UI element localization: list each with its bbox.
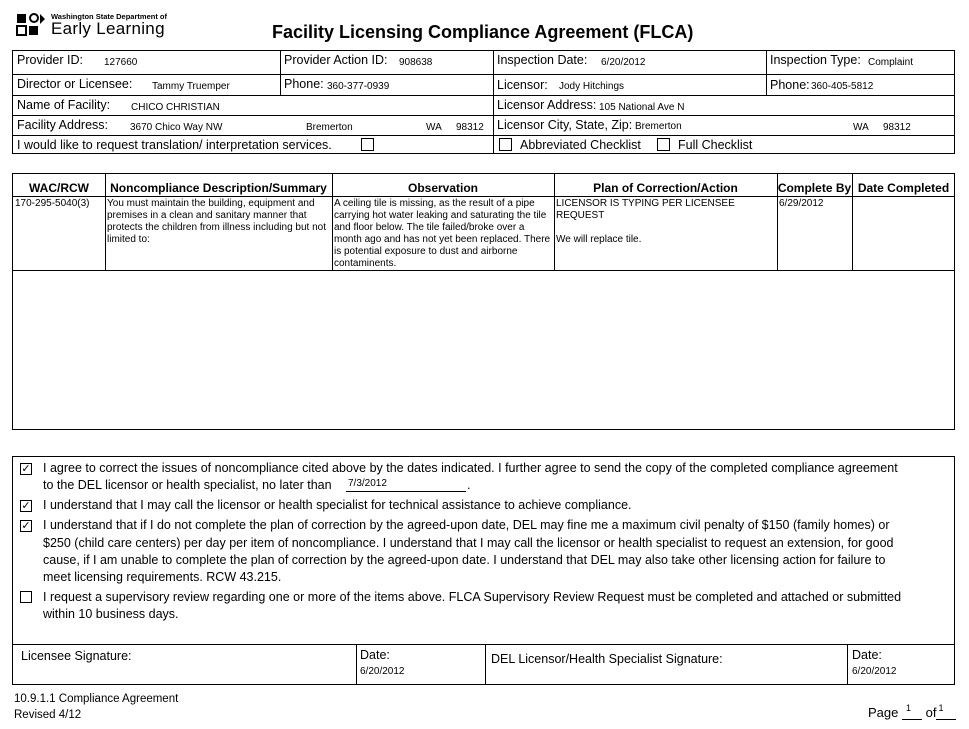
logo-brand: Early Learning <box>51 19 165 38</box>
penalty-text-1: I understand that if I do not complete the plan of correction by the agreed-upon date, DEL may fine me a maximum civil penalty of $150 (family homes) or <box>43 518 890 532</box>
facility-name-label: Name of Facility: <box>17 98 111 112</box>
agree-text-2: to the DEL licensor or health specialist, no later than <box>43 478 332 492</box>
licensor-address-value: 105 National Ave N <box>599 102 685 113</box>
agreement-section <box>12 456 955 685</box>
licensee-date-label: Date: <box>360 648 390 662</box>
full-checklist-checkbox[interactable] <box>657 138 670 151</box>
row-complete-by: 6/29/2012 <box>779 198 824 209</box>
licensor-label: Licensor: <box>497 78 548 92</box>
row-wac: 170-295-5040(3) <box>15 198 90 209</box>
provider-id-value: 127660 <box>104 57 138 68</box>
row-observation: A ceiling tile is missing, as the result of a pipe carrying hot water leaking and saturating the tile and floor below. The tile failed/broke over a month ago and has not yet been replaced. There is potential exposure to dust and airborne contaminents. <box>334 198 551 269</box>
header-observation: Observation <box>407 181 479 195</box>
inspection-date-value: 6/20/2012 <box>601 57 646 68</box>
inspection-type-label: Inspection Type: <box>770 53 861 67</box>
logo-agency-line: Washington State Department of <box>51 12 167 21</box>
licensor-phone-value: 360-405-5812 <box>811 81 874 92</box>
penalty-text-2: $250 (child care centers) per day per item of noncompliance. I understand that I may call the licensor or health specialist to request an extension, for good <box>43 536 894 550</box>
page-indicator <box>868 705 956 720</box>
director-value: Tammy Truemper <box>152 81 230 92</box>
facility-name-value: CHICO CHRISTIAN <box>131 102 220 113</box>
header-date-completed: Date Completed <box>857 181 950 195</box>
del-date-label: Date: <box>852 648 882 662</box>
header-description: Noncompliance Description/Summary <box>110 181 327 195</box>
penalty-text-4: meet licensing requirements. RCW 43.215. <box>43 570 282 584</box>
licensor-phone-label: Phone: <box>770 78 810 92</box>
row-plan-line1: LICENSOR IS TYPING PER LICENSEE REQUEST <box>556 198 735 221</box>
page-number: 1 <box>906 703 912 713</box>
inspection-date-label: Inspection Date: <box>497 53 588 67</box>
facility-state-value: WA <box>426 122 442 133</box>
header-wac: WAC/RCW <box>29 181 89 195</box>
agree-correct-checkbox[interactable] <box>20 463 32 475</box>
del-signature-label: DEL Licensor/Health Specialist Signature: <box>491 652 723 666</box>
provider-id-label: Provider ID: <box>17 53 83 67</box>
inspection-type-value: Complaint <box>868 57 914 68</box>
provider-action-label: Provider Action ID: <box>284 53 388 67</box>
civil-penalty-checkbox[interactable] <box>20 520 32 532</box>
facility-address-label: Facility Address: <box>17 118 109 132</box>
facility-zip-value: 98312 <box>456 122 484 133</box>
licensor-state-value: WA <box>853 122 869 133</box>
del-logo-icon <box>16 12 46 38</box>
full-checklist-label: Full Checklist <box>678 138 753 152</box>
licensee-signature-label: Licensee Signature: <box>21 649 132 663</box>
form-title: Facility Licensing Compliance Agreement (FLCA) <box>272 22 694 42</box>
review-text-1: I request a supervisory review regarding one or more of the items above. FLCA Supervisory Review Request must be completed and attached or submitted <box>43 590 902 604</box>
no-later-than-field <box>346 478 466 492</box>
licensor-zip-value: 98312 <box>883 122 911 133</box>
translation-checkbox[interactable] <box>361 138 374 151</box>
check-mark-icon: ✓ <box>21 463 31 475</box>
page-total: 1 <box>938 703 944 713</box>
no-later-than-date: 7/3/2012 <box>348 478 387 489</box>
header-info-table <box>12 50 955 154</box>
row-plan-line2: We will replace tile. <box>556 234 642 245</box>
agree-text-1: I agree to correct the issues of noncompliance cited above by the dates indicated. I further agree to send the copy of the completed compliance agreement <box>43 461 898 475</box>
of-word: of <box>925 705 937 720</box>
row-description: You must maintain the building, equipment and premises in a clean and sanitary manner that protects the children from illness including but not limited to: <box>107 198 327 245</box>
licensor-value: Jody Hitchings <box>559 81 625 92</box>
phone-label: Phone: <box>284 77 324 91</box>
noncompliance-table <box>12 173 955 430</box>
technical-assistance-checkbox[interactable] <box>20 500 32 512</box>
provider-action-value: 908638 <box>399 57 433 68</box>
licensee-date-value: 6/20/2012 <box>360 666 405 677</box>
abbreviated-checklist-label: Abbreviated Checklist <box>520 138 641 152</box>
licensor-address-label: Licensor Address: <box>497 98 597 112</box>
technical-assistance-text: I understand that I may call the licensor or health specialist for technical assistance to achieve compliance. <box>43 498 632 512</box>
check-mark-icon: ✓ <box>21 500 31 512</box>
header-plan: Plan of Correction/Action <box>593 181 738 195</box>
agree-period: . <box>467 478 471 492</box>
director-label: Director or Licensee: <box>17 77 133 91</box>
facility-street-value: 3670 Chico Way NW <box>130 122 223 133</box>
revised-date: Revised 4/12 <box>14 709 82 721</box>
penalty-text-3: cause, if I am unable to complete the plan of correction by the agreed-upon date. I understand that DEL may also take other licensing action for failure to <box>43 553 886 567</box>
form-number: 10.9.1.1 Compliance Agreement <box>14 693 179 705</box>
page-word: Page <box>868 705 899 720</box>
licensor-city-label: Licensor City, State, Zip: <box>497 118 633 132</box>
licensor-city-value: Bremerton <box>635 121 682 132</box>
abbreviated-checklist-checkbox[interactable] <box>499 138 512 151</box>
phone-value: 360-377-0939 <box>327 81 390 92</box>
translation-label: I would like to request translation/ interpretation services. <box>17 138 332 152</box>
supervisory-review-checkbox[interactable] <box>20 591 32 603</box>
check-mark-icon: ✓ <box>21 520 31 532</box>
del-date-value: 6/20/2012 <box>852 666 897 677</box>
facility-city-value: Bremerton <box>306 122 353 133</box>
review-text-2: within 10 business days. <box>43 607 179 621</box>
header-complete-by: Complete By <box>777 181 852 195</box>
